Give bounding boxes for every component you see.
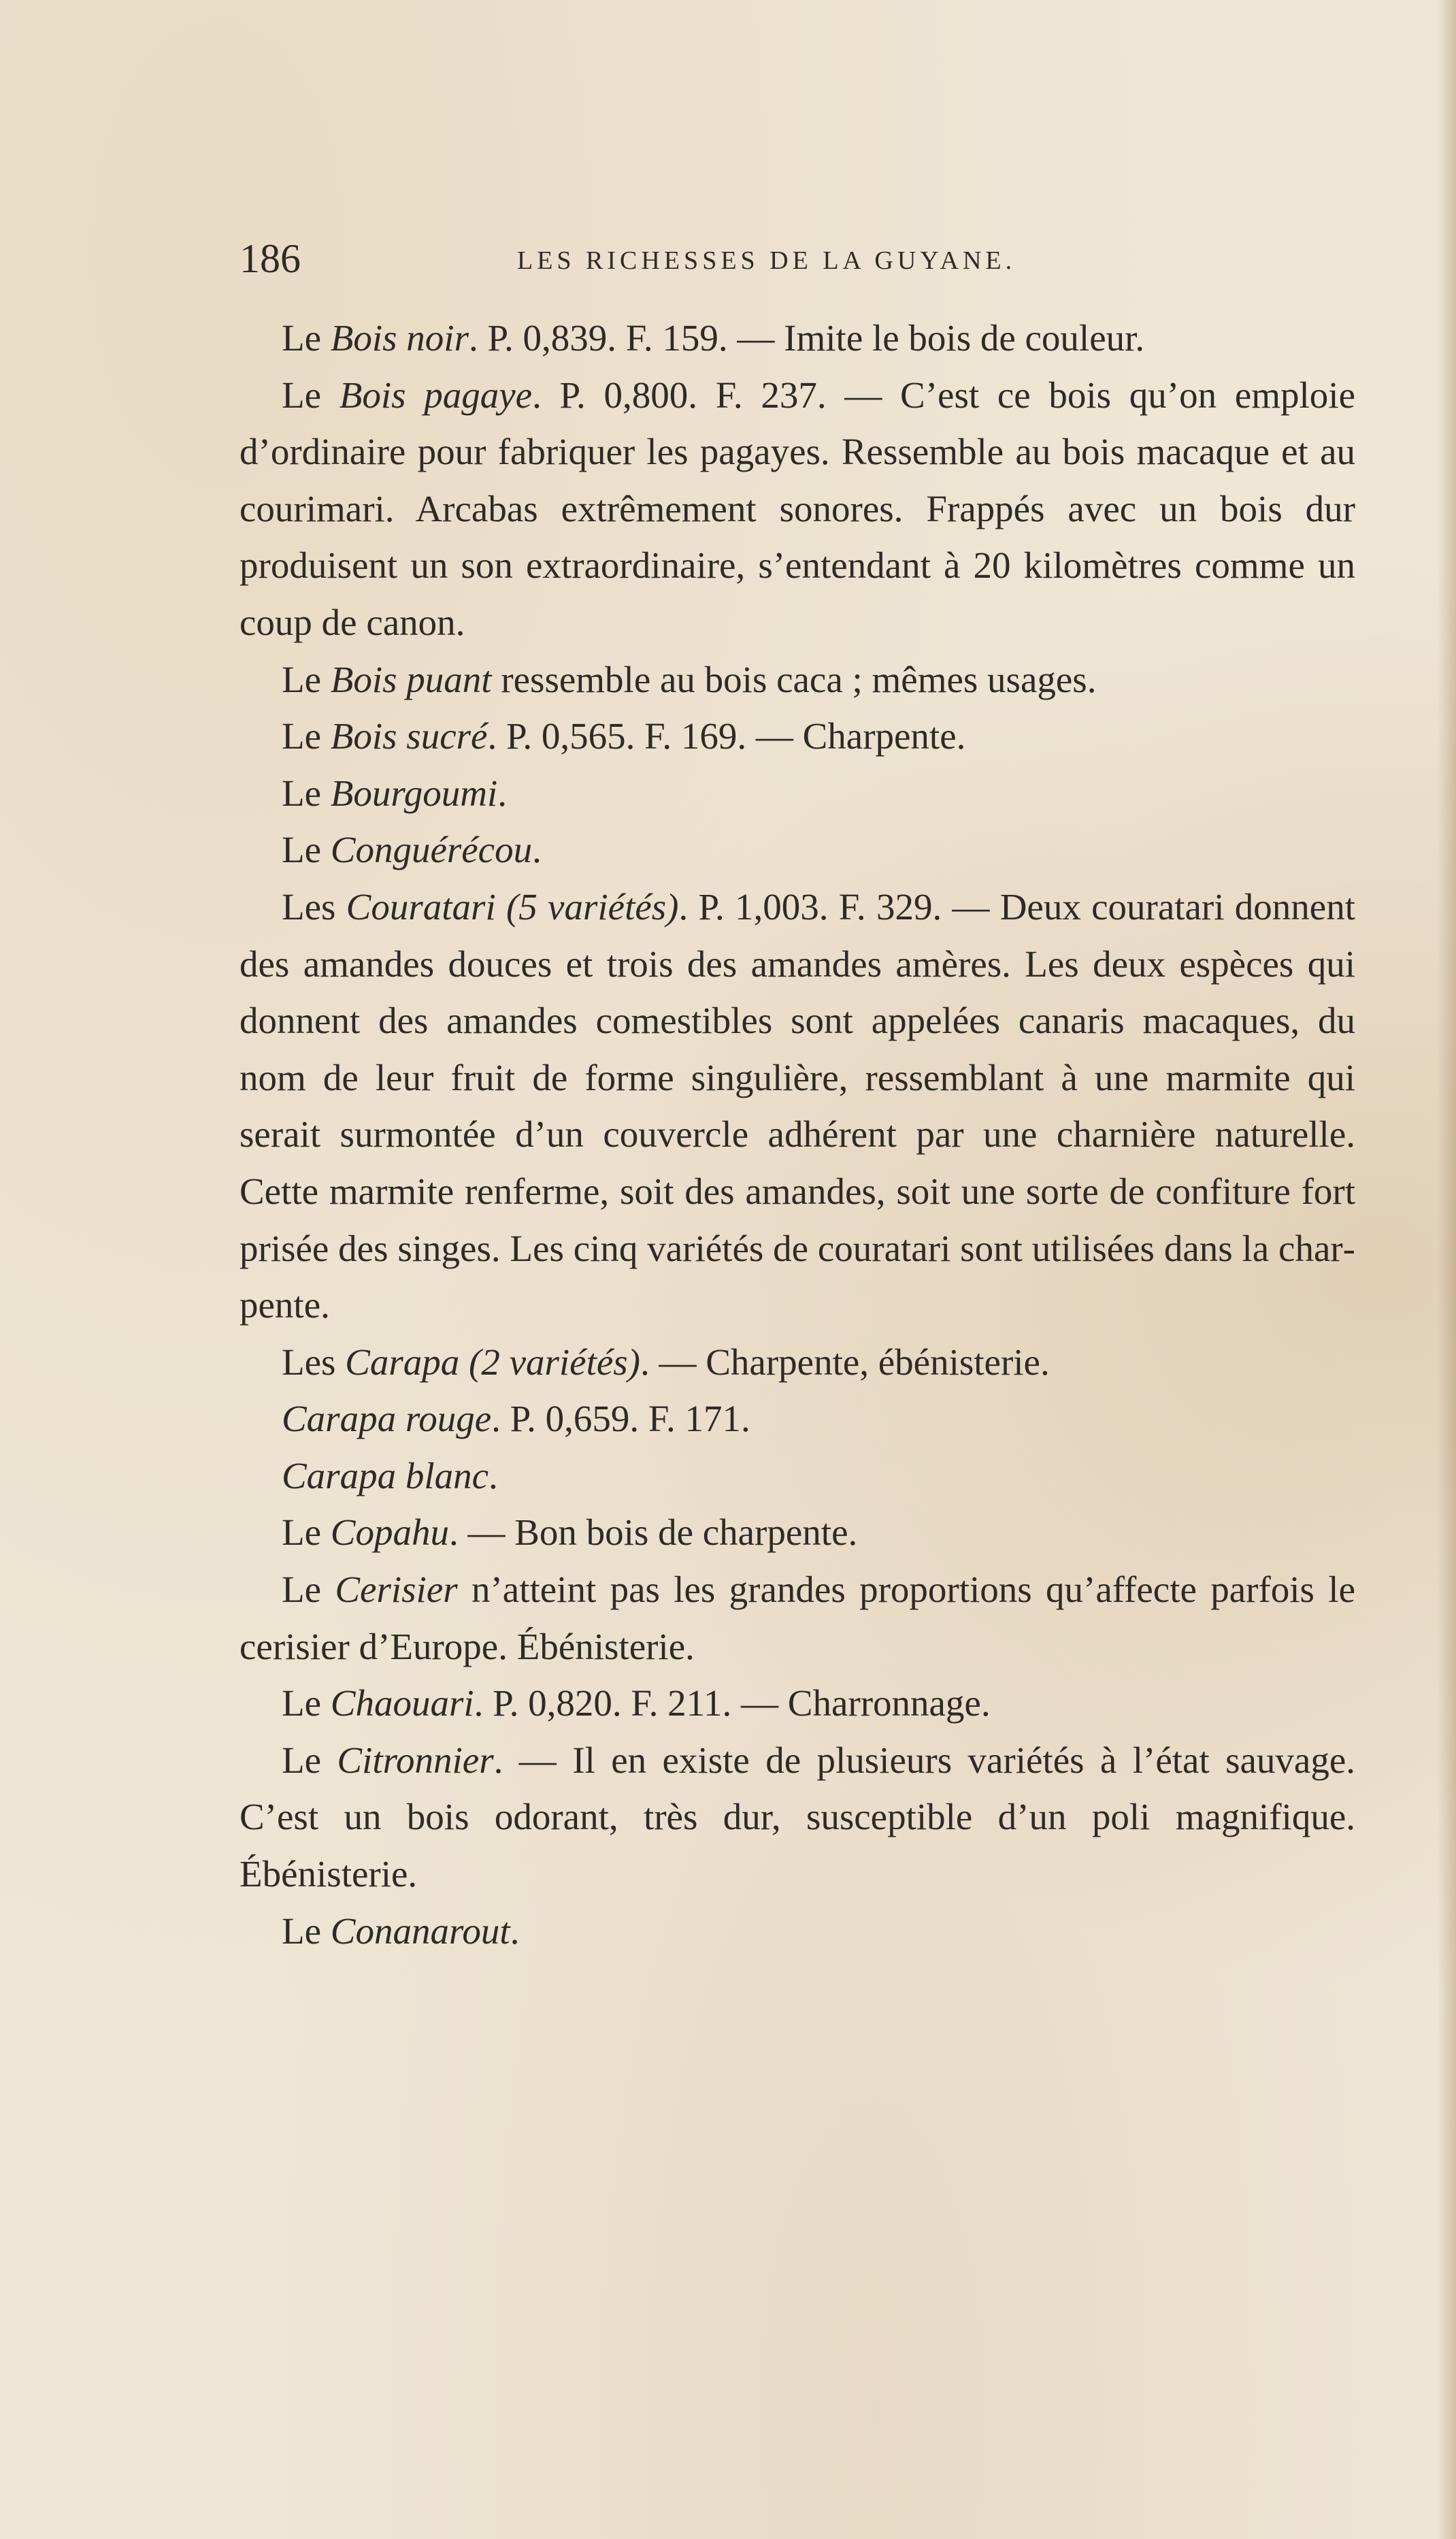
species-name: Carapa blanc <box>282 1454 489 1496</box>
species-name: Carapa (2 variétés) <box>345 1341 640 1383</box>
page-number: 186 <box>239 236 301 281</box>
entry-carapa-rouge: Carapa rouge. P. 0,659. F. 171. <box>282 1398 750 1440</box>
entry-bois-puant: Le Bois puant ressemble au bois caca ; mêmes usages. <box>282 658 1097 700</box>
page-edge-shadow <box>1437 0 1456 2539</box>
species-name: Bois pagaye <box>339 374 533 416</box>
species-name: Carapa rouge <box>282 1398 492 1440</box>
species-name: Couratari (5 variétés) <box>346 885 679 928</box>
species-name: Bourgoumi <box>330 772 498 814</box>
entry-bourgoumi: Le Bourgoumi. <box>282 772 507 814</box>
species-name: Conguérécou <box>330 829 533 871</box>
running-title: LES RICHESSES DE LA GUYANE. <box>517 246 1016 275</box>
species-name: Bois puant <box>330 658 492 700</box>
body-text <box>239 310 1355 1959</box>
entry-carapa-blanc: Carapa blanc. <box>282 1454 498 1496</box>
entry-bois-noir: Le Bois noir. P. 0,839. F. 159. — Imite le bois de couleur. <box>282 317 1145 359</box>
species-name: Copahu <box>330 1511 449 1554</box>
entry-bois-sucre: Le Bois sucré. P. 0,565. F. 169. — Charpente. <box>282 715 966 757</box>
species-name: Bois noir <box>330 317 469 359</box>
entry-citronnier: Le Citronnier. — Il en existe de plusieurs variétés à l’état sauvage. C’est un bois odorant, très dur, susceptible d’un poli magnifique. Ébénisterie. <box>239 1739 1355 1895</box>
entry-conanarout: Le Conanarout. <box>282 1910 520 1952</box>
entry-cerisier: Le Cerisier n’atteint pas les grandes proportions qu’affecte parfois le cerisier d’Europe. Ébénisterie. <box>239 1569 1355 1667</box>
entry-carapa: Les Carapa (2 variétés). — Charpente, ébénisterie. <box>282 1341 1050 1383</box>
page-header <box>239 235 1355 282</box>
species-name: Citronnier <box>337 1739 494 1781</box>
entry-bois-pagaye: Le Bois pagaye. P. 0,800. F. 237. — C’est ce bois qu’on emploie d’ordinaire pour fabriquer les pagayes. Ressemble au bois macaque et au courimari. Arcabas extrêmement sonores. Frappés avec un bois dur produisent un son extraordinaire, s’entendant à 20 kilomètres comme un coup de canon. <box>239 374 1355 643</box>
entry-copahu: Le Copahu. — Bon bois de charpente. <box>282 1511 858 1554</box>
entry-couratari: Les Couratari (5 variétés). P. 1,003. F. 329. — Deux couratari donnent des amandes douces et trois des amandes amères. Les deux espèces qui donnent des amandes comestibles sont appelées canaris macaques, du nom de leur fruit de forme singulière, ressemblant à une marmite qui serait surmontée d’un couvercle adhérent par une charnière naturelle. Cette marmite renferme, soit des amandes, soit une sorte de confiture fort prisée des singes. Les cinq variétés de couratari sont utilisées dans la charpente. <box>239 885 1355 1326</box>
species-name: Conanarout <box>330 1910 510 1952</box>
entry-conguerecou: Le Conguérécou. <box>282 829 542 871</box>
species-name: Chaouari <box>330 1682 474 1724</box>
species-name: Cerisier <box>335 1569 458 1611</box>
entry-chaouari: Le Chaouari. P. 0,820. F. 211. — Charronnage. <box>282 1682 991 1724</box>
species-name: Bois sucré <box>330 715 488 757</box>
